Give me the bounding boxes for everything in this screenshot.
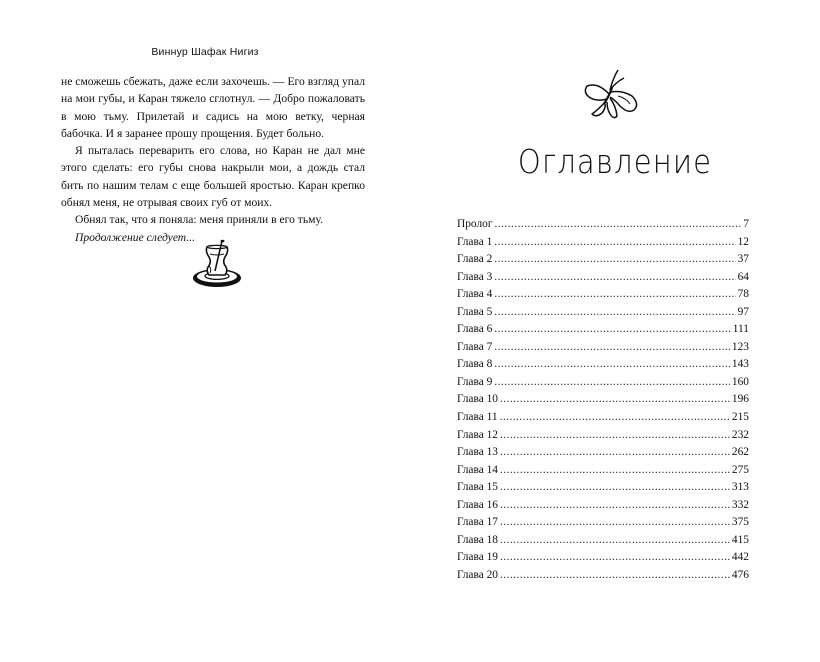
toc-leader-dots: [494, 288, 735, 300]
toc-entry[interactable]: [457, 323, 749, 341]
toc-entry[interactable]: [457, 271, 749, 289]
toc-entry-label: Глава 10: [457, 393, 498, 406]
toc-entry-page: 7: [743, 218, 749, 230]
toc-leader-dots: [495, 218, 742, 230]
toc-leader-dots: [500, 393, 730, 405]
toc-entry-label: Глава 4: [457, 288, 493, 301]
toc-entry[interactable]: [457, 393, 749, 411]
toc-entry-page: 332: [731, 498, 749, 511]
tea-glass-icon: [188, 238, 246, 296]
toc-entry-page: 313: [731, 481, 749, 494]
toc-leader-dots: [494, 376, 730, 388]
toc-leader-dots: [500, 569, 730, 581]
toc-entry[interactable]: [457, 376, 749, 394]
toc-entry-label: Глава 3: [457, 270, 493, 283]
toc-entry-label: Глава 18: [457, 533, 498, 546]
toc-entry-page: 476: [731, 568, 749, 581]
toc-entry[interactable]: [457, 481, 749, 499]
toc-leader-dots: [494, 341, 730, 353]
toc-leader-dots: [500, 516, 730, 528]
toc-entry[interactable]: [457, 429, 749, 447]
toc-entry-page: 37: [737, 253, 749, 266]
toc-entry-page: 442: [731, 551, 749, 564]
toc-entry-page: 232: [731, 428, 749, 441]
toc-entry-label: Глава 2: [457, 253, 493, 266]
toc-entry-label: Глава 5: [457, 305, 493, 318]
toc-leader-dots: [500, 499, 730, 511]
toc-entry[interactable]: [457, 253, 749, 271]
toc-entry-label: Глава 8: [457, 358, 493, 371]
toc-entry-label: Глава 16: [457, 498, 498, 511]
toc-leader-dots: [494, 253, 735, 265]
butterfly-icon: [580, 66, 644, 126]
running-header: Виннур Шафак Нигиз: [151, 46, 259, 58]
toc-entry[interactable]: [457, 569, 749, 587]
toc-entry-page: 97: [737, 305, 749, 318]
toc-entry-label: Глава 9: [457, 375, 493, 388]
toc-entry-page: 160: [731, 375, 749, 388]
toc-entry[interactable]: [457, 288, 749, 306]
toc-entry-label: Глава 11: [457, 411, 498, 424]
toc-entry-page: 143: [731, 358, 749, 371]
paragraph: не сможешь сбежать, даже если захочешь. — Его взгляд упал на мои губы, и Каран тяжело сглотнул. — Добро пожаловать в мою тьму. Прилетай и садись на мою ветку, черная бабочка. И я заранее прошу прощения. Будет больно.: [61, 75, 365, 140]
toc-entry[interactable]: [457, 306, 749, 324]
toc-entry-page: 64: [737, 270, 749, 283]
toc-leader-dots: [500, 429, 730, 441]
toc-entry-label: Глава 6: [457, 323, 493, 336]
toc-leader-dots: [500, 464, 730, 476]
toc-entry-label: Глава 19: [457, 551, 498, 564]
toc-leader-dots: [500, 481, 730, 493]
toc-entry[interactable]: [457, 464, 749, 482]
paragraph: Обнял так, что я поняла: меня приняли в его тьму.: [75, 213, 323, 227]
toc-entry[interactable]: [457, 499, 749, 517]
toc-entry-page: 262: [731, 446, 749, 459]
toc-entry-page: 123: [731, 340, 749, 353]
toc-title: Оглавление: [517, 142, 713, 181]
toc-entry[interactable]: [457, 236, 749, 254]
to-be-continued: Продолжение следует...: [75, 230, 196, 244]
toc-entry[interactable]: [457, 534, 749, 552]
toc-leader-dots: [494, 323, 730, 335]
toc-entry[interactable]: [457, 446, 749, 464]
paragraph: Я пыталась переварить его слова, но Каран не дал мне этого сделать: его губы снова накрыли мои, а дождь стал бить по нашим телам с еще большей яростью. Каран крепко обнял меня, не отрывая своих губ от моих.: [61, 144, 365, 210]
toc-entry-label: Глава 13: [457, 446, 498, 459]
toc-leader-dots: [500, 411, 730, 423]
toc-entry[interactable]: [457, 411, 749, 429]
toc-entry-label: Глава 20: [457, 568, 498, 581]
toc-leader-dots: [494, 236, 735, 248]
toc-entry-label: Пролог: [457, 218, 493, 230]
toc-entry-page: 415: [731, 533, 749, 546]
toc-leader-dots: [500, 446, 730, 458]
toc-leader-dots: [494, 358, 730, 370]
toc-entry-page: 215: [731, 411, 749, 424]
toc-entry-label: Глава 12: [457, 428, 498, 441]
toc-entry-page: 275: [731, 463, 749, 476]
toc-entry[interactable]: [457, 551, 749, 569]
toc-leader-dots: [500, 534, 730, 546]
right-page: [410, 0, 820, 662]
toc-entry-label: Глава 7: [457, 340, 493, 353]
toc-entry-label: Глава 14: [457, 463, 498, 476]
toc-entry-page: 78: [737, 288, 749, 301]
toc-entry-label: Глава 15: [457, 481, 498, 494]
toc-entry[interactable]: [457, 341, 749, 359]
toc-entry-page: 12: [737, 235, 749, 248]
toc-entry-page: 375: [731, 516, 749, 529]
body-text: [61, 73, 365, 246]
toc-entry-page: 111: [732, 323, 749, 336]
toc-entry-label: Глава 1: [457, 235, 493, 248]
toc-entry[interactable]: [457, 358, 749, 376]
toc-leader-dots: [500, 551, 730, 563]
toc-entry-label: Глава 17: [457, 516, 498, 529]
table-of-contents: [457, 218, 749, 586]
toc-entry[interactable]: [457, 516, 749, 534]
toc-leader-dots: [494, 306, 735, 318]
toc-leader-dots: [494, 271, 735, 283]
toc-entry-page: 196: [731, 393, 749, 406]
toc-entry[interactable]: [457, 218, 749, 236]
